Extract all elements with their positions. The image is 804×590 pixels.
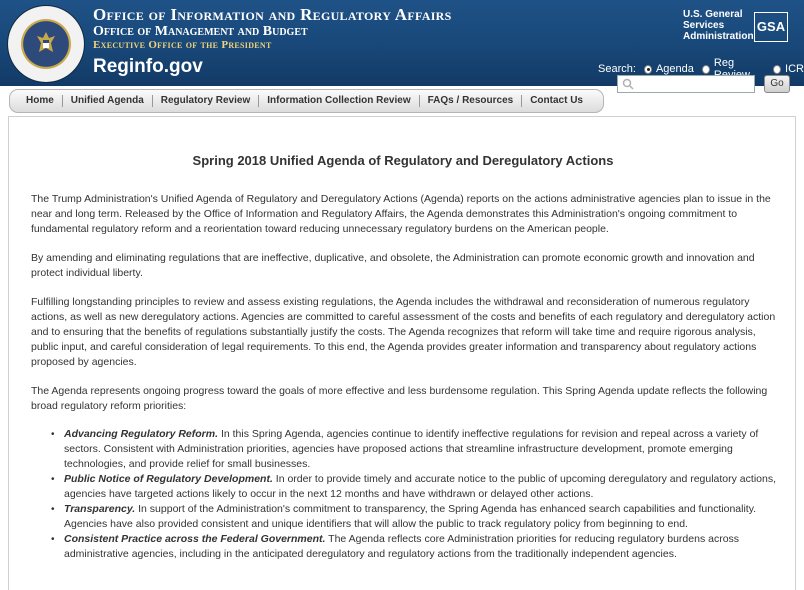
main-content	[8, 116, 796, 590]
priorities-list	[63, 427, 783, 562]
nav-unified-agenda[interactable]: Unified Agenda	[63, 95, 153, 107]
site-name[interactable]: Reginfo.gov	[93, 56, 203, 77]
gsa-text-line-2: Services	[683, 20, 725, 31]
list-item-lead: Public Notice of Regulatory Development.	[64, 473, 273, 485]
gsa-logo[interactable]: GSA	[754, 12, 788, 42]
go-button[interactable]: Go	[764, 75, 790, 93]
nav-faqs-resources[interactable]: FAQs / Resources	[420, 95, 523, 107]
list-item	[63, 502, 783, 532]
radio-reg-review-label: Reg	[713, 57, 735, 69]
office-line-2: Office of Management and Budget	[93, 24, 308, 39]
office-titles	[93, 6, 452, 52]
list-item-text: The Agenda reflects core Administration priorities for reducing regulatory burdens across administrative agencies, including in the anticipated deregulatory and regulatory actions from the traditionally independent agencies.	[64, 533, 740, 560]
search-input[interactable]	[617, 75, 755, 93]
radio-agenda[interactable]	[644, 65, 652, 74]
list-item	[63, 532, 783, 562]
nav-home[interactable]: Home	[18, 95, 63, 107]
site-header	[0, 0, 804, 89]
list-item-text: In support of the Administration's commitment to transparency, the Spring Agenda has enhanced search capabilities and functionality. Agencies have also provided consistent and unique identifiers that will allow the public to track regulatory policy from beginning to end.	[64, 503, 757, 530]
list-item-lead: Consistent Practice across the Federal Government.	[64, 533, 326, 545]
list-item-text: In this Spring Agenda, agencies continue to identify ineffective regulations for revision and repeal across a variety of sectors. Consistent with Administration priorities, agencies have proposed actions that streamline infrastructure development, promote emerging technologies, and provide relief for small businesses.	[64, 428, 759, 470]
list-item	[63, 427, 783, 472]
radio-reg-review[interactable]	[702, 65, 710, 74]
paragraph: Fulfilling longstanding principles to review and assess existing regulations, the Agenda includes the withdrawal and reconsideration of numerous regulatory actions, as well as new deregulatory actions. Agencies are committed to careful assessment of the costs and benefits of each regulatory and deregulatory action and to ensuring that the benefits of regulations substantially justify the costs. The Agenda recognizes that reform will take time and require rigorous analysis, public input, and careful consideration of legal requirements. To this end, the Agenda provides greater information and transparency about regulatory actions proposed by agencies.	[31, 296, 776, 368]
nav-information-collection-review[interactable]: Information Collection Review	[259, 95, 419, 107]
radio-icr[interactable]	[773, 65, 781, 74]
eagle-icon	[35, 30, 57, 58]
paragraph: The Agenda represents ongoing progress toward the goals of more effective and less burdensome regulation. This Spring Agenda update reflects the following broad regulatory reform priorities:	[31, 385, 768, 412]
page-title: Spring 2018 Unified Agenda of Regulatory and Deregulatory Actions	[192, 153, 614, 168]
office-line-1: Office of Information and Regulatory Affairs	[93, 5, 452, 24]
radio-icr-label: ICR	[785, 63, 804, 75]
gsa-text[interactable]	[683, 9, 754, 42]
office-line-3: Executive Office of the President	[93, 39, 272, 51]
executive-office-seal-icon	[8, 6, 84, 82]
search-icon	[622, 78, 634, 90]
gsa-text-line-3: Administration	[683, 31, 754, 42]
main-nav	[9, 89, 604, 113]
list-item	[63, 472, 783, 502]
paragraph: By amending and eliminating regulations that are ineffective, duplicative, and obsolete, the Administration can promote economic growth and innovation and protect individual liberty.	[31, 252, 755, 279]
gsa-text-line-1: U.S. General	[683, 9, 743, 20]
list-item-lead: Advancing Regulatory Reform.	[64, 428, 219, 440]
agenda-description	[31, 192, 783, 562]
paragraph: The Trump Administration's Unified Agenda of Regulatory and Deregulatory Actions (Agenda) reports on the actions administrative agencies plan to issue in the near and long term. Released by the Office of Information and Regulatory Affairs, the Agenda demonstrates this Administration's ongoing commitment to fundamental regulatory reform and a reorientation toward reducing unnecessary regulatory burdens on the American people.	[31, 193, 771, 235]
radio-agenda-label: Agenda	[655, 63, 694, 75]
nav-regulatory-review[interactable]: Regulatory Review	[153, 95, 259, 107]
nav-contact-us[interactable]: Contact Us	[530, 95, 583, 106]
search-label: Search:	[598, 63, 636, 75]
list-item-lead: Transparency.	[64, 503, 136, 515]
list-item-text: In order to provide timely and accurate notice to the public of upcoming deregulatory and regulatory actions, agencies have targeted actions likely to occur in the next 12 months and have withdrawn or delayed other actions.	[64, 473, 776, 500]
